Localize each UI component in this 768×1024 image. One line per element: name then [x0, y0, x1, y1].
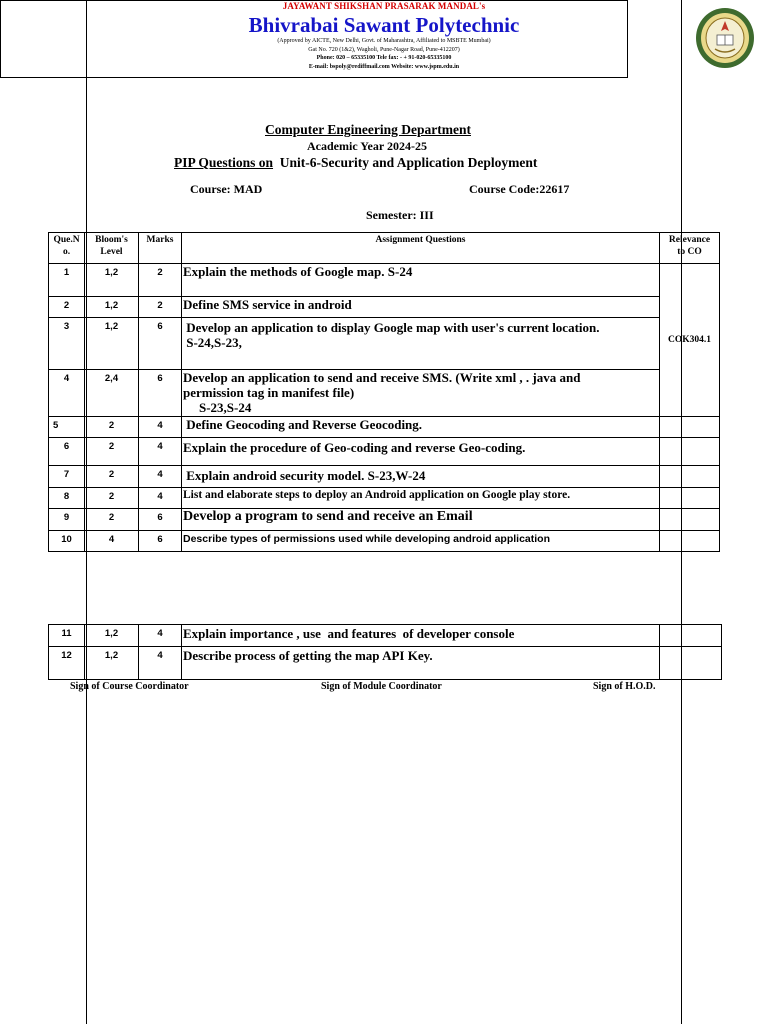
question-number: 5 [49, 417, 85, 438]
table-row [49, 625, 722, 647]
college-header [0, 0, 628, 78]
col-header-marks: Marks [139, 233, 182, 264]
question-text: Describe types of permissions used while developing android application [182, 531, 660, 552]
sign-course-coordinator: Sign of Course Coordinator [70, 681, 189, 692]
table-row [49, 509, 720, 531]
question-number: 12 [49, 647, 85, 680]
marks: 6 [139, 370, 182, 417]
table-row [49, 488, 720, 509]
relevance-empty-cell [660, 466, 720, 488]
question-text: Explain importance , use and features of developer console [182, 625, 660, 647]
bloom-level: 2 [85, 417, 139, 438]
bloom-level: 2,4 [85, 370, 139, 417]
marks: 4 [139, 625, 182, 647]
bloom-level: 2 [85, 509, 139, 531]
pip-heading [174, 155, 537, 171]
marks: 6 [139, 531, 182, 552]
table-row [49, 531, 720, 552]
question-number: 11 [49, 625, 85, 647]
bloom-level: 2 [85, 438, 139, 466]
phone-text: Phone: 020 – 65335100 Tele fax: - + 91-020-65335100 [316, 55, 452, 61]
table-row [49, 417, 720, 438]
sign-hod: Sign of H.O.D. [593, 681, 656, 692]
marks: 2 [139, 297, 182, 318]
table-row [49, 318, 720, 370]
question-number: 3 [49, 318, 85, 370]
question-text: Define SMS service in android [182, 297, 660, 318]
question-text: Develop a program to send and receive an Email [182, 509, 660, 531]
email-text: E-mail: bspoly@rediffmail.com Website: www.jspm.edu.in [308, 63, 460, 70]
col-header-relevance: Relevance to CO [660, 233, 720, 264]
address-text: Gat No. 720 (1&2), Wagholi, Pune-Nagar Road, Pune-412207) [308, 46, 460, 53]
table-row [49, 466, 720, 488]
table-row [49, 438, 720, 466]
course-code: Course Code:22617 [469, 182, 570, 196]
relevance-empty-cell [660, 438, 720, 466]
question-text: Explain the methods of Google map. S-24 [182, 264, 660, 297]
question-text: Explain the procedure of Geo-coding and reverse Geo-coding. [182, 438, 660, 466]
question-number: 6 [49, 438, 85, 466]
marks: 6 [139, 509, 182, 531]
question-number: 7 [49, 466, 85, 488]
semester: Semester: III [366, 208, 434, 222]
bloom-level: 2 [85, 466, 139, 488]
extra-questions-table [48, 624, 722, 680]
col-header-bloom-level: Bloom's Level [85, 233, 139, 264]
bloom-level: 2 [85, 488, 139, 509]
relevance-empty-cell [660, 417, 720, 438]
bloom-level: 4 [85, 531, 139, 552]
marks: 4 [139, 417, 182, 438]
relevance-empty-cell [660, 625, 722, 647]
marks: 4 [139, 488, 182, 509]
marks: 6 [139, 318, 182, 370]
department-title: Computer Engineering Department [265, 122, 471, 137]
question-text: List and elaborate steps to deploy an Android application on Google play store. [182, 488, 660, 509]
question-text: Develop an application to send and receive SMS. (Write xml , . java and permission tag in manifest file) S-23,S-24 [182, 370, 660, 417]
approval-text: (Approved by AICTE, New Delhi, Govt. of Maharashtra, Affiliated to MSBTE Mumbai) [277, 38, 491, 44]
marks: 2 [139, 264, 182, 297]
table-row [49, 297, 720, 318]
table-row [49, 264, 720, 297]
question-text: Describe process of getting the map API Key. [182, 647, 660, 680]
question-text: Define Geocoding and Reverse Geocoding. [182, 417, 660, 438]
question-number: 4 [49, 370, 85, 417]
question-number: 10 [49, 531, 85, 552]
relevance-co: COK304.1 [660, 264, 720, 417]
relevance-empty-cell [660, 647, 722, 680]
col-header-questions: Assignment Questions [182, 233, 660, 264]
table-row [49, 370, 720, 417]
marks: 4 [139, 438, 182, 466]
bloom-level: 1,2 [85, 625, 139, 647]
relevance-empty-cell [660, 488, 720, 509]
bloom-level: 1,2 [85, 297, 139, 318]
col-header-que-no: Que.N o. [49, 233, 85, 264]
society-name: JAYAWANT SHIKSHAN PRASARAK MANDAL's [282, 1, 486, 11]
sign-module-coordinator: Sign of Module Coordinator [321, 681, 442, 692]
unit-title: Unit-6-Security and Application Deployment [279, 155, 538, 170]
pip-label: PIP Questions on [174, 155, 274, 170]
questions-table [48, 232, 720, 552]
table-row [49, 647, 722, 680]
marks: 4 [139, 647, 182, 680]
table-header-row [49, 233, 720, 264]
question-text: Explain android security model. S-23,W-24 [182, 466, 660, 488]
bloom-level: 1,2 [85, 647, 139, 680]
relevance-empty-cell [660, 509, 720, 531]
bloom-level: 1,2 [85, 318, 139, 370]
question-number: 9 [49, 509, 85, 531]
question-number: 2 [49, 297, 85, 318]
question-number: 8 [49, 488, 85, 509]
course-name: Course: MAD [190, 182, 263, 196]
academic-year: Academic Year 2024-25 [307, 139, 427, 153]
college-name: Bhivrabai Sawant Polytechnic [248, 13, 520, 37]
relevance-empty-cell [660, 531, 720, 552]
question-text: Develop an application to display Google map with user's current location. S-24,S-23, [182, 318, 660, 370]
marks: 4 [139, 466, 182, 488]
college-logo-icon [695, 7, 755, 69]
bloom-level: 1,2 [85, 264, 139, 297]
question-number: 1 [49, 264, 85, 297]
